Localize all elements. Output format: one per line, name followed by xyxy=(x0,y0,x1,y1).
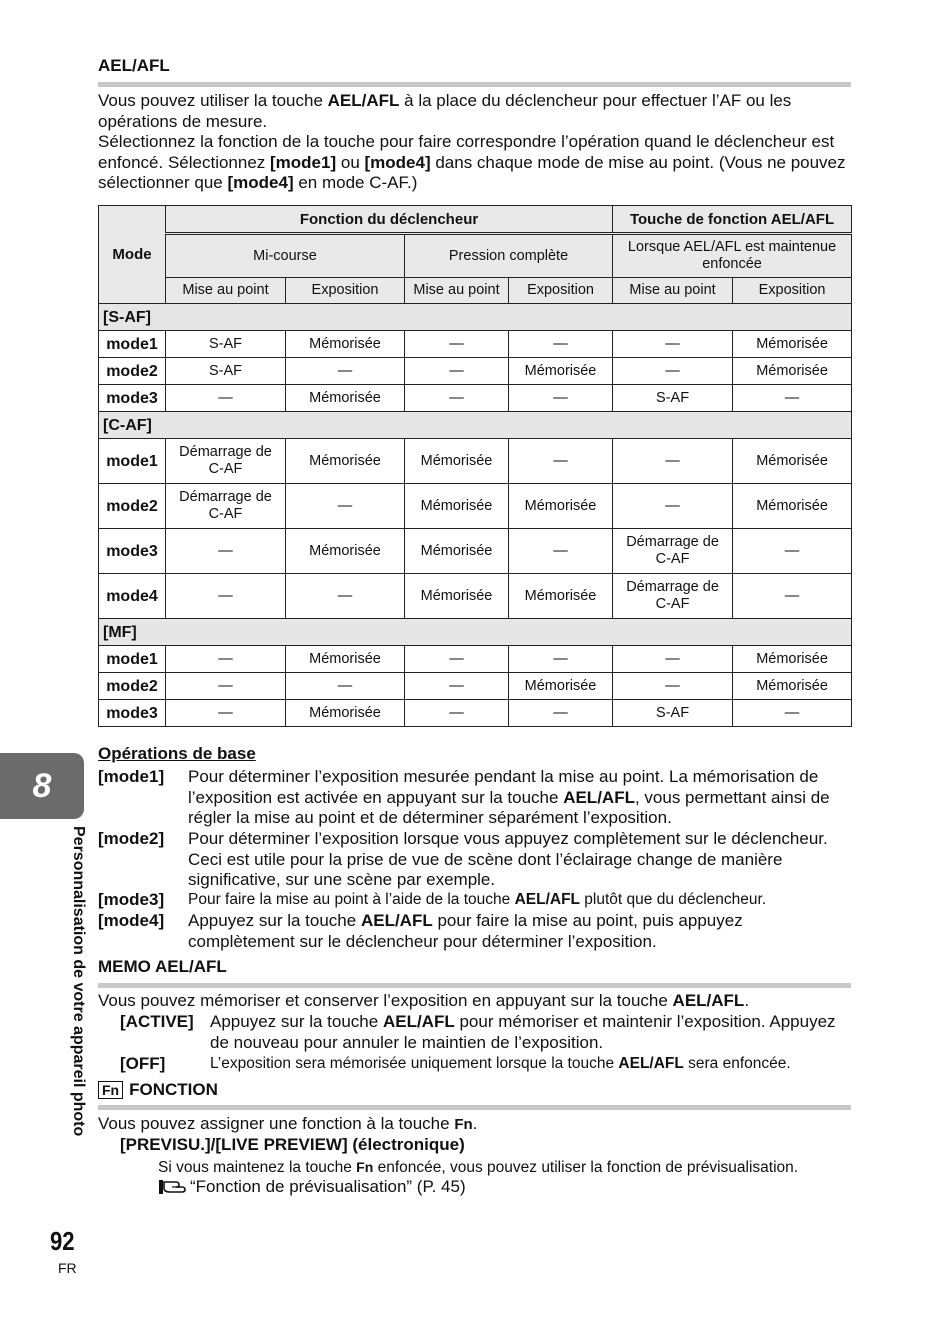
table-cell: S-AF xyxy=(613,700,733,727)
fonction-reference[interactable] xyxy=(158,1177,466,1198)
row-mode: mode4 xyxy=(99,574,166,619)
page-language: FR xyxy=(58,1260,77,1276)
intro-paragraph-2: Sélectionnez la fonction de la touche pour faire correspondre l’opération quand le déclencheur est enfoncé. Sélectionnez [mode1] ou [mode4] dans chaque mode de mise au point. (Vous ne pouvez sélectionner que [mode4] en mode C-AF.) xyxy=(98,132,846,193)
chapter-side-label: Personnalisation de votre appareil photo xyxy=(70,826,87,1137)
table-cell: S-AF xyxy=(166,331,286,358)
chapter-number: 8 xyxy=(32,766,52,805)
table-cell: — xyxy=(509,646,613,673)
section-title-fonction xyxy=(98,1080,218,1100)
table-row xyxy=(99,529,852,574)
table-cell: Mémorisée xyxy=(405,574,509,619)
def-active: Appuyez sur la touche AEL/AFL pour mémoriser et maintenir l’exposition. Appuyez de nouveau pour annuler le maintien de l’exposition. xyxy=(210,1012,836,1052)
table-row xyxy=(99,385,852,412)
table-cell: — xyxy=(613,331,733,358)
def-mode3: Pour faire la mise au point à l’aide de la touche AEL/AFL plutôt que du déclencheur. xyxy=(188,891,767,908)
table-cell: — xyxy=(166,385,286,412)
table-cell: — xyxy=(509,700,613,727)
def-mode1: Pour déterminer l’exposition mesurée pendant la mise au point. La mémorisation de l’exposition est activée en appuyant sur la touche AEL/AFL, vous permettant ainsi de régler la mise au point et de déterminer séparément l’exposition. xyxy=(188,767,830,828)
fn-key-icon: Fn xyxy=(454,1116,473,1133)
table-cell: — xyxy=(733,385,852,412)
table-row xyxy=(99,331,852,358)
ael-afl-mode-table xyxy=(98,205,852,727)
table-cell: Mémorisée xyxy=(286,646,405,673)
def-mode2: Pour déterminer l’exposition lorsque vous appuyez complètement sur le déclencheur. Ceci est utile pour la prise de vue de scène dont l’éclairage change de manière significative, sur une scène par exemple. xyxy=(188,829,828,890)
header-mode: Mode xyxy=(99,206,166,304)
table-cell: Mémorisée xyxy=(405,439,509,484)
group-row xyxy=(99,412,852,439)
row-mode: mode3 xyxy=(99,385,166,412)
table-cell: Mémorisée xyxy=(286,331,405,358)
header-mi-course: Mi-course xyxy=(166,234,405,278)
table-cell: — xyxy=(733,574,852,619)
section-title-memo: MEMO AEL/AFL xyxy=(98,957,227,976)
table-cell: S-AF xyxy=(613,385,733,412)
group-label: [C-AF] xyxy=(99,412,852,439)
term-mode2: [mode2] xyxy=(98,829,165,848)
subheader-cell: Exposition xyxy=(509,278,613,304)
header-fonction-declencheur: Fonction du déclencheur xyxy=(166,206,613,234)
reference-text: “Fonction de prévisualisation” (P. 45) xyxy=(190,1177,466,1196)
table-cell: — xyxy=(509,385,613,412)
table-cell: — xyxy=(286,574,405,619)
group-label: [MF] xyxy=(99,619,852,646)
section-rule xyxy=(98,983,851,988)
table-cell: — xyxy=(509,331,613,358)
table-row xyxy=(99,574,852,619)
table-cell: — xyxy=(286,484,405,529)
row-mode: mode2 xyxy=(99,358,166,385)
term-off: [OFF] xyxy=(120,1054,166,1073)
chapter-tab xyxy=(0,753,84,819)
table-cell: Mémorisée xyxy=(509,574,613,619)
table-cell: — xyxy=(613,646,733,673)
table-cell: — xyxy=(166,574,286,619)
table-cell: — xyxy=(613,673,733,700)
table-cell: — xyxy=(166,646,286,673)
fonction-description: Si vous maintenez la touche Fn enfoncée, vous pouvez utiliser la fonction de prévisualisation. xyxy=(158,1159,799,1176)
table-cell: Mémorisée xyxy=(733,439,852,484)
table-cell: Mémorisée xyxy=(405,484,509,529)
table-row xyxy=(99,646,852,673)
table-cell: — xyxy=(166,673,286,700)
subheader-cell: Mise au point xyxy=(166,278,286,304)
table-cell: Mémorisée xyxy=(405,529,509,574)
section-title-ael-afl: AEL/AFL xyxy=(98,56,170,75)
table-cell: — xyxy=(613,484,733,529)
table-cell: Mémorisée xyxy=(286,700,405,727)
table-cell: — xyxy=(405,700,509,727)
table-cell: Mémorisée xyxy=(286,529,405,574)
row-mode: mode2 xyxy=(99,484,166,529)
table-cell: — xyxy=(509,439,613,484)
table-body xyxy=(99,304,852,727)
table-cell: — xyxy=(733,700,852,727)
table-row xyxy=(99,700,852,727)
table-row xyxy=(99,358,852,385)
def-off: L’exposition sera mémorisée uniquement lorsque la touche AEL/AFL sera enfoncée. xyxy=(210,1055,791,1072)
table-cell: Mémorisée xyxy=(733,646,852,673)
term-mode4: [mode4] xyxy=(98,911,165,930)
page-number: 92 xyxy=(50,1226,75,1256)
operations-list xyxy=(98,767,858,957)
term-mode1: [mode1] xyxy=(98,767,165,786)
term-active: [ACTIVE] xyxy=(120,1012,194,1031)
row-mode: mode1 xyxy=(99,331,166,358)
table-cell: Démarrage de C-AF xyxy=(166,439,286,484)
table-cell: — xyxy=(405,385,509,412)
group-row xyxy=(99,619,852,646)
operations-title: Opérations de base xyxy=(98,744,256,763)
row-mode: mode1 xyxy=(99,646,166,673)
table-row xyxy=(99,439,852,484)
table-cell: — xyxy=(613,439,733,484)
table-cell: — xyxy=(166,700,286,727)
table-cell: Démarrage de C-AF xyxy=(613,574,733,619)
table-cell: Mémorisée xyxy=(509,673,613,700)
table-cell: Démarrage de C-AF xyxy=(166,484,286,529)
memo-options xyxy=(120,1012,860,1074)
table-cell: — xyxy=(405,646,509,673)
row-mode: mode3 xyxy=(99,529,166,574)
table-cell: — xyxy=(286,673,405,700)
row-mode: mode1 xyxy=(99,439,166,484)
header-pression-complete: Pression complète xyxy=(405,234,613,278)
subheader-cell: Exposition xyxy=(733,278,852,304)
table-cell: Mémorisée xyxy=(733,358,852,385)
table-cell: — xyxy=(166,529,286,574)
table-cell: Mémorisée xyxy=(733,331,852,358)
intro-paragraph-1: Vous pouvez utiliser la touche AEL/AFL à la place du déclencheur pour effectuer l’AF ou les opérations de mesure. xyxy=(98,91,792,131)
table-cell: Mémorisée xyxy=(733,484,852,529)
memo-paragraph: Vous pouvez mémoriser et conserver l’exposition en appuyant sur la touche AEL/AFL. xyxy=(98,991,750,1010)
group-row xyxy=(99,304,852,331)
table-cell: Mémorisée xyxy=(286,385,405,412)
subheader-cell: Mise au point xyxy=(613,278,733,304)
table-cell: — xyxy=(509,529,613,574)
fonction-title-text: FONCTION xyxy=(129,1080,218,1099)
table-cell: Mémorisée xyxy=(286,439,405,484)
subheader-cell: Mise au point xyxy=(405,278,509,304)
def-mode4: Appuyez sur la touche AEL/AFL pour faire la mise au point, puis appuyez complètement sur le déclencheur pour déterminer l’exposition. xyxy=(188,911,743,951)
table-cell: — xyxy=(405,358,509,385)
section-rule xyxy=(98,82,851,87)
table-cell: — xyxy=(286,358,405,385)
table-cell: Démarrage de C-AF xyxy=(613,529,733,574)
header-lorsque-maintenue: Lorsque AEL/AFL est maintenue enfoncée xyxy=(613,234,852,278)
table-cell: Mémorisée xyxy=(509,358,613,385)
group-label: [S-AF] xyxy=(99,304,852,331)
fn-icon: Fn xyxy=(98,1081,123,1099)
table-row xyxy=(99,673,852,700)
table-cell: — xyxy=(405,673,509,700)
table-cell: Mémorisée xyxy=(733,673,852,700)
subheader-cell: Exposition xyxy=(286,278,405,304)
table-cell: — xyxy=(613,358,733,385)
fonction-option: [PREVISU.]/[LIVE PREVIEW] (électronique) xyxy=(120,1135,465,1154)
table-cell: — xyxy=(733,529,852,574)
table-cell: S-AF xyxy=(166,358,286,385)
row-mode: mode3 xyxy=(99,700,166,727)
row-mode: mode2 xyxy=(99,673,166,700)
table-cell: Mémorisée xyxy=(509,484,613,529)
table-cell: — xyxy=(405,331,509,358)
fn-key-icon: Fn xyxy=(356,1159,374,1175)
term-mode3: [mode3] xyxy=(98,890,165,909)
reference-hand-icon xyxy=(158,1178,188,1196)
fonction-paragraph: Vous pouvez assigner une fonction à la touche Fn. xyxy=(98,1114,478,1133)
table-row xyxy=(99,484,852,529)
section-rule xyxy=(98,1105,851,1110)
header-touche-fonction: Touche de fonction AEL/AFL xyxy=(613,206,852,234)
